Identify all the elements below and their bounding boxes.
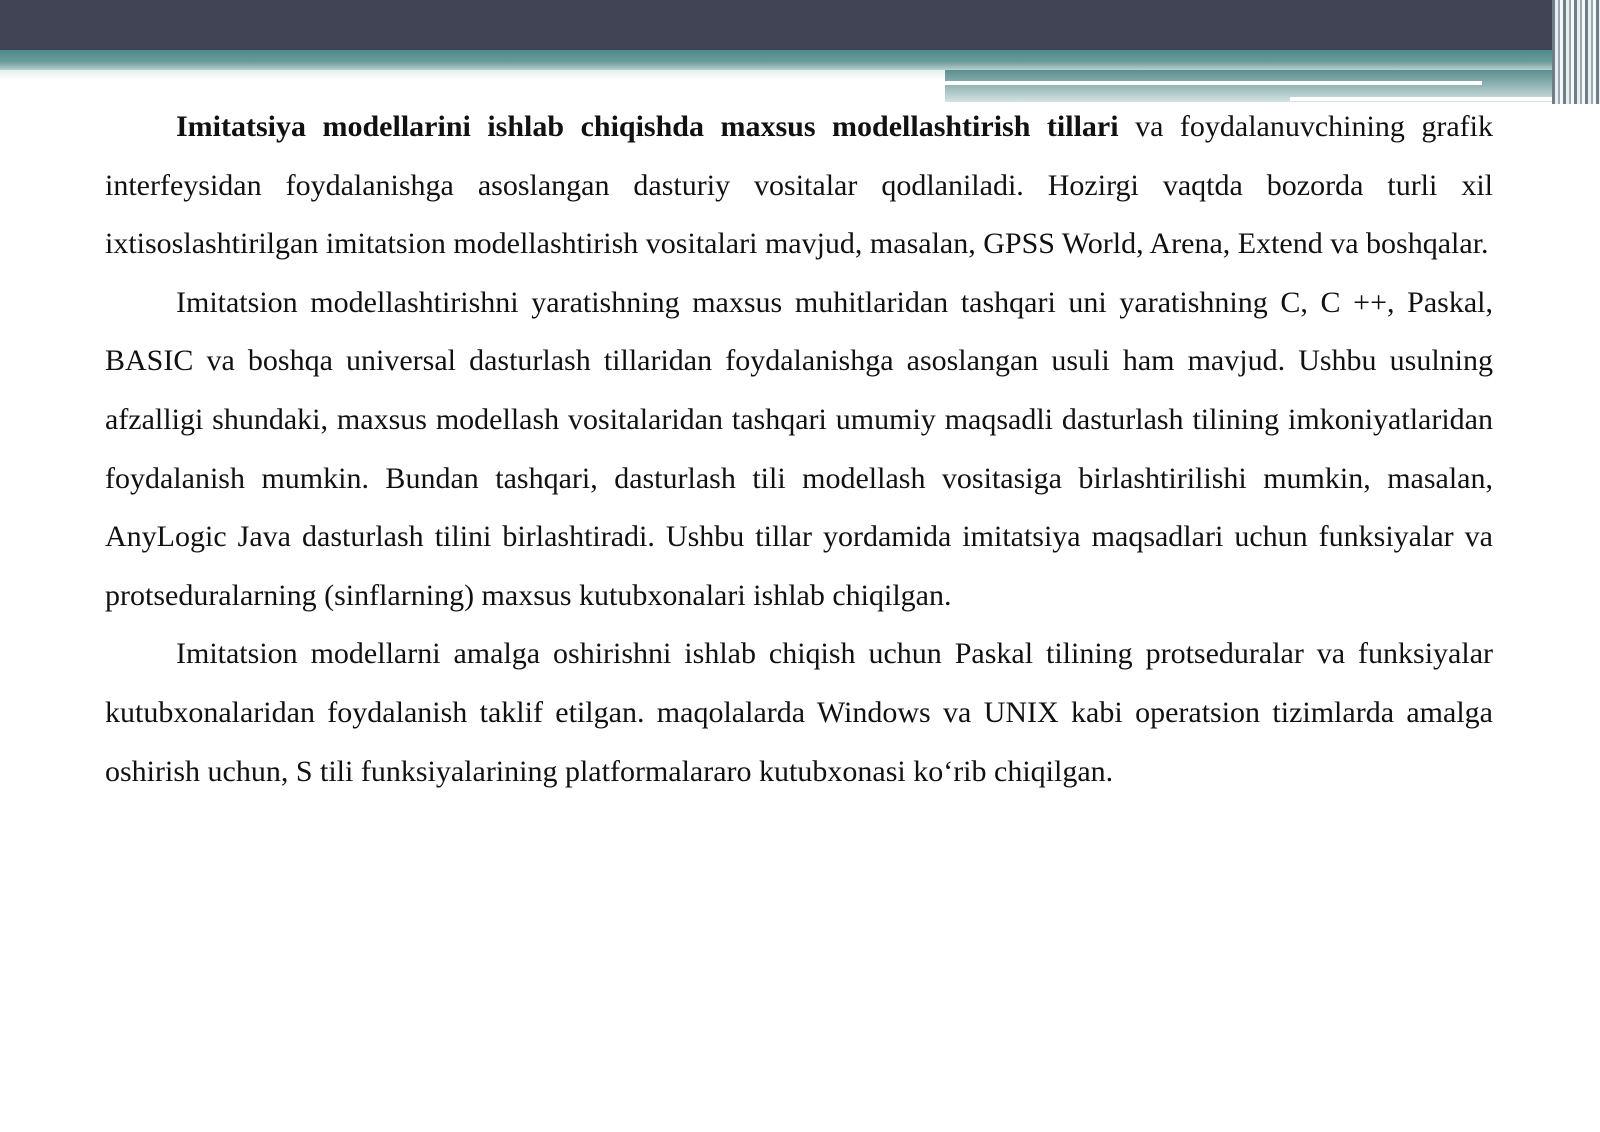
header-fade-band (0, 70, 945, 80)
slide-body-text (105, 98, 1493, 801)
paragraph-1 (105, 98, 1493, 274)
paragraph-1-text: va foydalanuvchining grafik interfeysidan foydalanishga asoslangan dasturiy vositalar qodlaniladi. Hozirgi vaqtda bozorda turli xil ixtisoslashtirilgan imitatsion modellashtirish vositalari mavjud, masalan, GPSS World, Arena, Extend va boshqalar. (105, 110, 1493, 261)
paragraph-3-text: Imitatsion modellarni amalga oshirishni ishlab chiqish uchun Paskal tilining protseduralar va funksiyalar kutubxonalaridan foydalanish taklif etilgan. maqolalarda Windows va UNIX kabi operatsion tizimlarda amalga oshirish uchun, S tili funksiyalarining platformalararo kutubxonasi ko‘rib chiqilgan. (105, 637, 1493, 788)
paragraph-2 (105, 274, 1493, 626)
header-white-line (945, 81, 1482, 85)
header-dark-band (0, 0, 1600, 50)
paragraph-2-text: Imitatsion modellashtirishni yaratishning maxsus muhitlaridan tashqari uni yaratishning C, C ++, Paskal, BASIC va boshqa universal dasturlash tillaridan foydalanishga asoslangan usuli ham mavjud. Ushbu usulning afzalligi shundaki, maxsus modellash vositalaridan tashqari umumiy maqsadli dasturlash tilining imkoniyatlaridan foydalanish mumkin. Bundan tashqari, dasturlash tili modellash vositasiga birlashtirilishi mumkin, masalan, AnyLogic Java dasturlash tilini birlashtiradi. Ushbu tillar yordamida imitatsiya maqsadlari uchun funksiyalar va protseduralarning (sinflarning) maxsus kutubxonalari ishlab chiqilgan. (105, 285, 1493, 612)
header-stripe-pattern (1552, 0, 1600, 104)
paragraph-1-bold-lead: Imitatsiya modellarini ishlab chiqishda maxsus modellashtirish tillari (176, 110, 1119, 143)
header-teal-band (0, 50, 1600, 70)
paragraph-3 (105, 625, 1493, 801)
slide-header-decoration (0, 0, 1600, 110)
